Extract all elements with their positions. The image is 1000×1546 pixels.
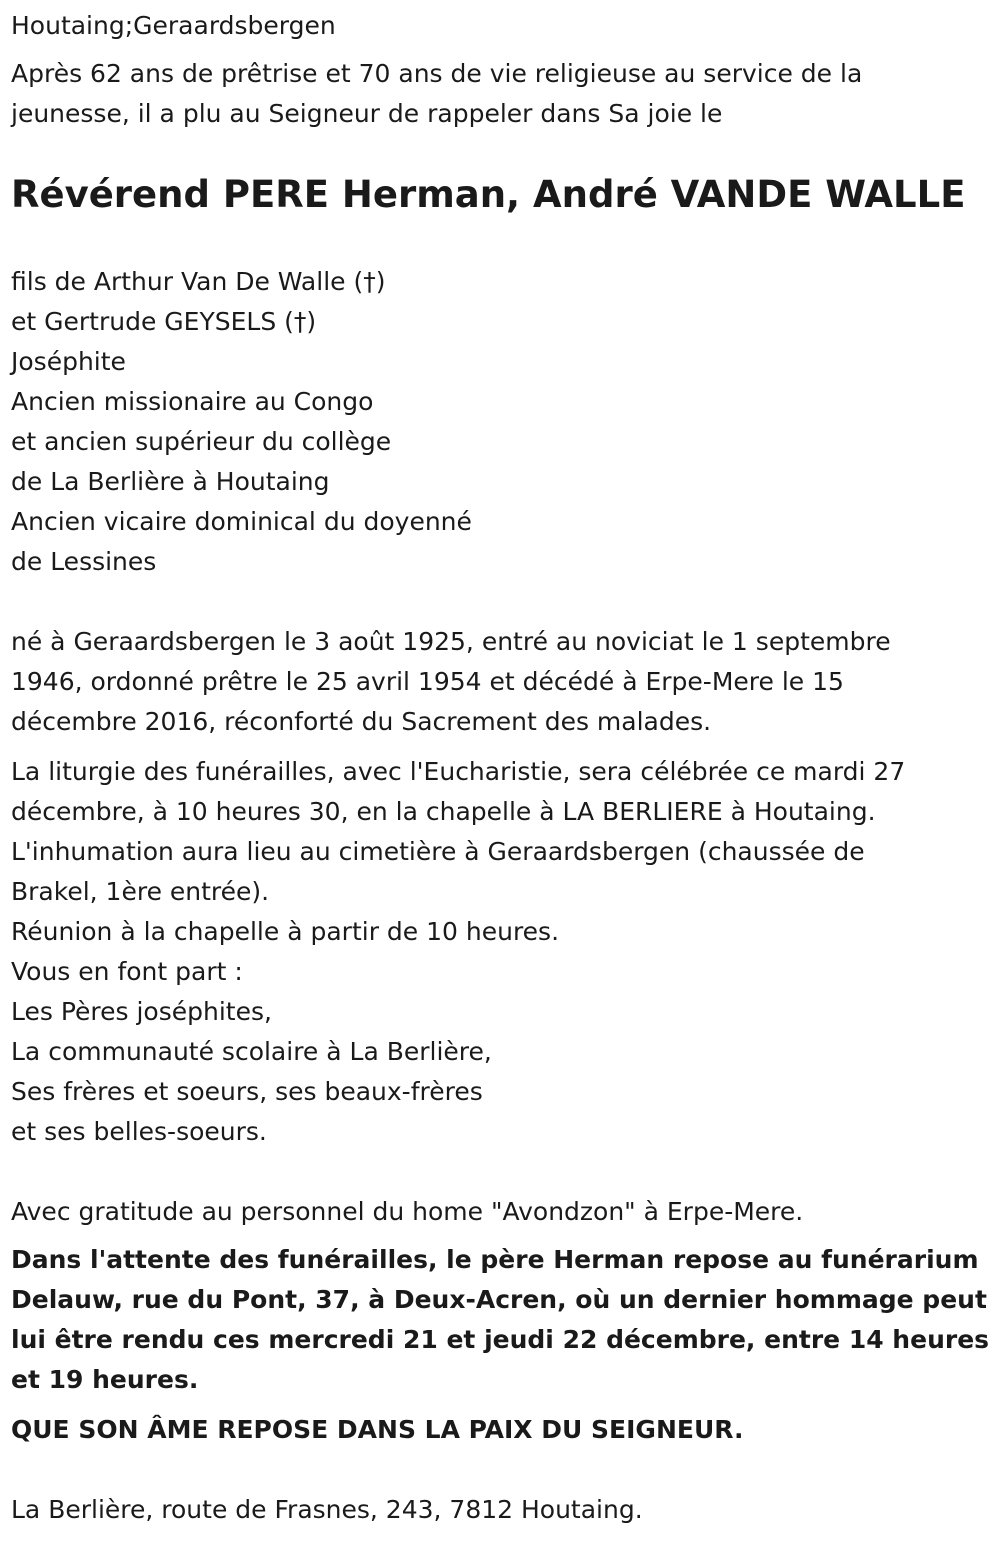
parent-father: fils de Arthur Van De Walle (†): [11, 267, 386, 296]
mourners-list: [11, 992, 492, 1152]
mourner-line: La communauté scolaire à La Berlière,: [11, 1037, 492, 1066]
intro-line: jeunesse, il a plu au Seigneur de rappeler dans Sa joie le: [11, 99, 723, 128]
funeral-line: décembre, à 10 heures 30, en la chapelle à LA BERLIERE à Houtaing.: [11, 797, 876, 826]
wake-line: et 19 heures.: [11, 1365, 199, 1394]
wake-info: [11, 1240, 990, 1400]
bio-line: né à Geraardsbergen le 3 août 1925, entré au noviciat le 1 septembre: [11, 627, 891, 656]
mourner-line: Ses frères et soeurs, ses beaux-frères: [11, 1077, 483, 1106]
place-header: Houtaing;Geraardsbergen: [11, 11, 336, 40]
funeral-line: Vous en font part :: [11, 957, 243, 986]
title-line: Ancien vicaire dominical du doyenné: [11, 507, 472, 536]
funeral-line: L'inhumation aura lieu au cimetière à Geraardsbergen (chaussée de: [11, 837, 865, 866]
religious-order: Joséphite: [11, 347, 126, 376]
wake-line: Delauw, rue du Pont, 37, à Deux-Acren, où un dernier hommage peut: [11, 1285, 987, 1314]
family-and-titles: [11, 262, 472, 582]
wake-line: lui être rendu ces mercredi 21 et jeudi 22 décembre, entre 14 heures: [11, 1325, 990, 1354]
title-line: de La Berlière à Houtaing: [11, 467, 330, 496]
bio-line: 1946, ordonné prêtre le 25 avril 1954 et décédé à Erpe-Mere le 15: [11, 667, 844, 696]
intro-line: Après 62 ans de prêtrise et 70 ans de vie religieuse au service de la: [11, 59, 863, 88]
funeral-info: [11, 752, 981, 992]
wake-line: Dans l'attente des funérailles, le père Herman repose au funérarium: [11, 1245, 979, 1274]
funeral-line: Brakel, 1ère entrée).: [11, 877, 270, 906]
closing-prayer: QUE SON ÂME REPOSE DANS LA PAIX DU SEIGNEUR.: [11, 1415, 744, 1444]
funeral-line: Réunion à la chapelle à partir de 10 heures.: [11, 917, 560, 946]
intro-paragraph: [11, 54, 981, 134]
life-dates-paragraph: [11, 622, 981, 742]
contact-address: La Berlière, route de Frasnes, 243, 7812 Houtaing.: [11, 1495, 643, 1524]
title-line: Ancien missionaire au Congo: [11, 387, 374, 416]
title-line: et ancien supérieur du collège: [11, 427, 392, 456]
mourner-line: et ses belles-soeurs.: [11, 1117, 267, 1146]
funeral-line: La liturgie des funérailles, avec l'Eucharistie, sera célébrée ce mardi 27: [11, 757, 906, 786]
mourner-line: Les Pères joséphites,: [11, 997, 272, 1026]
parent-mother: et Gertrude GEYSELS (†): [11, 307, 317, 336]
title-line: de Lessines: [11, 547, 157, 576]
gratitude-note: Avec gratitude au personnel du home "Avondzon" à Erpe-Mere.: [11, 1197, 804, 1226]
bio-line: décembre 2016, réconforté du Sacrement des malades.: [11, 707, 712, 736]
deceased-name: Révérend PERE Herman, André VANDE WALLE: [11, 173, 966, 216]
